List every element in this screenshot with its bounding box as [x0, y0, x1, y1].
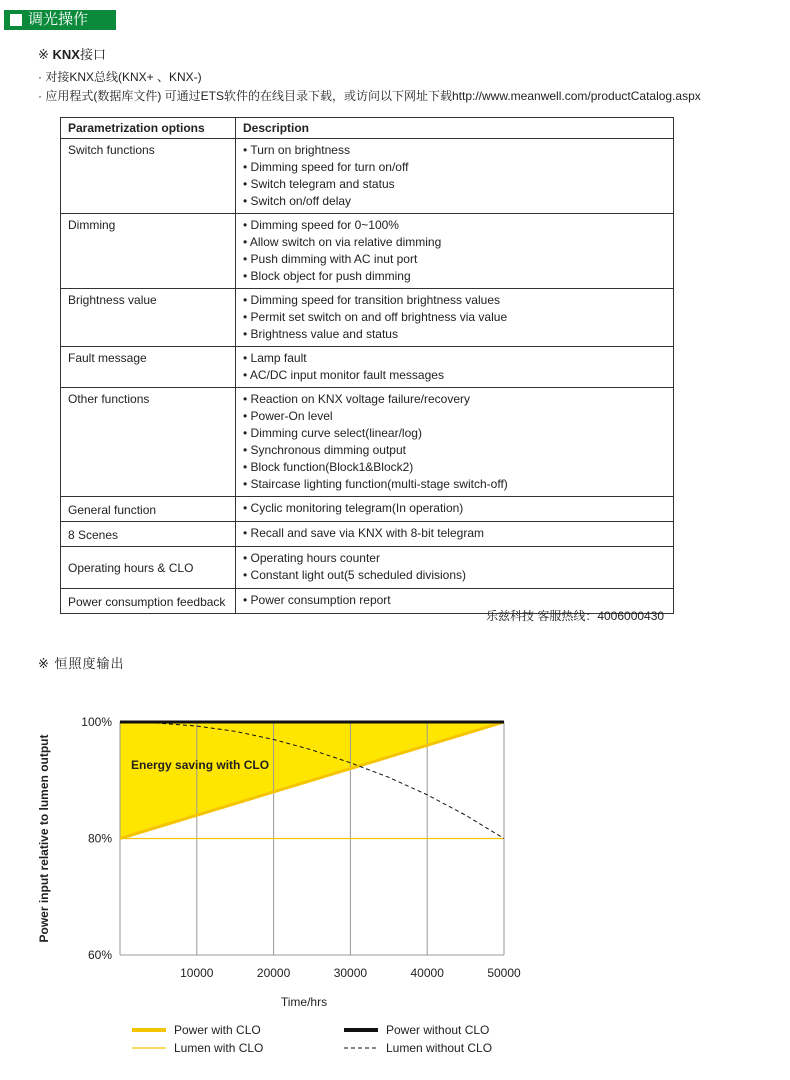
- y-tick-label: 80%: [87, 831, 112, 846]
- clo-title: ※ 恒照度输出: [38, 656, 125, 671]
- description-cell: [236, 547, 674, 589]
- table-row: [61, 289, 674, 347]
- description-cell: [236, 347, 674, 388]
- table-row: [61, 547, 674, 589]
- table-header-row: [61, 118, 674, 139]
- knx-bullet-1: · 对接KNX总线(KNX+ 、KNX-): [38, 70, 202, 84]
- description-item: • Turn on brightness: [243, 142, 666, 159]
- description-item: • Cyclic monitoring telegram(In operation): [243, 500, 666, 517]
- section-title: 调光操作: [28, 11, 89, 28]
- table-row: [61, 522, 674, 547]
- description-cell: [236, 139, 674, 214]
- option-cell: Operating hours & CLO: [61, 547, 236, 589]
- table-row: [61, 388, 674, 497]
- x-tick-label: 20000: [256, 966, 291, 980]
- option-cell: Other functions: [61, 388, 236, 497]
- description-item: • Brightness value and status: [243, 326, 666, 343]
- table-row: [61, 347, 674, 388]
- option-cell: Switch functions: [61, 139, 236, 214]
- x-tick-label: 10000: [180, 966, 214, 980]
- legend-label: Lumen with CLO: [174, 1041, 264, 1055]
- description-item: • Constant light out(5 scheduled divisions): [243, 567, 666, 584]
- knx-title: ※ KNX接口: [38, 47, 106, 62]
- description-item: • Push dimming with AC inut port: [243, 251, 666, 268]
- description-item: • Staircase lighting function(multi-stage switch-off): [243, 476, 666, 493]
- description-item: • AC/DC input monitor fault messages: [243, 367, 666, 384]
- description-item: • Operating hours counter: [243, 550, 666, 567]
- description-item: • Dimming speed for 0~100%: [243, 217, 666, 234]
- hotline: 乐兹科技 客服热线：4006000430: [486, 609, 665, 623]
- table-row: [61, 497, 674, 522]
- description-cell: [236, 522, 674, 547]
- y-tick-label: 60%: [87, 948, 112, 962]
- description-item: • Switch telegram and status: [243, 176, 666, 193]
- description-cell: [236, 497, 674, 522]
- description-item: • Block function(Block1&Block2): [243, 459, 666, 476]
- option-cell: Brightness value: [61, 289, 236, 347]
- square-icon: [10, 14, 22, 26]
- option-cell: Dimming: [61, 214, 236, 289]
- option-cell: 8 Scenes: [61, 522, 236, 547]
- header-options: Parametrization options: [61, 118, 236, 139]
- description-item: • Dimming curve select(linear/log): [243, 425, 666, 442]
- option-cell: General function: [61, 497, 236, 522]
- description-item: • Block object for push dimming: [243, 268, 666, 285]
- section-header: [4, 10, 116, 30]
- x-tick-label: 40000: [410, 966, 444, 980]
- option-cell: Power consumption feedback: [61, 589, 236, 614]
- description-item: • Allow switch on via relative dimming: [243, 234, 666, 251]
- description-item: • Recall and save via KNX with 8-bit telegram: [243, 525, 666, 542]
- table-row: [61, 139, 674, 214]
- table-row: [61, 214, 674, 289]
- y-tick-label: 100%: [81, 715, 112, 729]
- x-tick-label: 50000: [487, 966, 521, 980]
- description-item: • Synchronous dimming output: [243, 442, 666, 459]
- description-cell: [236, 388, 674, 497]
- description-item: • Dimming speed for transition brightness values: [243, 292, 666, 309]
- y-axis-label: Power input relative to lumen output: [37, 734, 51, 943]
- legend-label: Lumen without CLO: [386, 1041, 493, 1055]
- x-tick-label: 30000: [333, 966, 368, 980]
- description-item: • Permit set switch on and off brightness via value: [243, 309, 666, 326]
- description-item: • Dimming speed for turn on/off: [243, 159, 666, 176]
- legend-label: Power without CLO: [386, 1023, 490, 1037]
- description-item: • Switch on/off delay: [243, 193, 666, 210]
- legend-label: Power with CLO: [174, 1023, 261, 1037]
- description-item: • Power-On level: [243, 408, 666, 425]
- description-item: • Power consumption report: [243, 592, 666, 609]
- description-item: • Reaction on KNX voltage failure/recovery: [243, 391, 666, 408]
- description-cell: [236, 289, 674, 347]
- x-axis-label: Time/hrs: [280, 995, 328, 1009]
- description-item: • Lamp fault: [243, 350, 666, 367]
- annotation-energy-saving: Energy saving with CLO: [131, 758, 270, 772]
- knx-bullet-2: · 应用程式(数据库文件) 可通过ETS软件的在线目录下载，或访问以下网址下载http://www.meanwell.com/productCatalog.aspx: [38, 89, 701, 103]
- parametrization-table: [60, 117, 674, 614]
- description-cell: [236, 214, 674, 289]
- option-cell: Fault message: [61, 347, 236, 388]
- header-description: Description: [236, 118, 674, 139]
- clo-chart: [0, 700, 790, 1080]
